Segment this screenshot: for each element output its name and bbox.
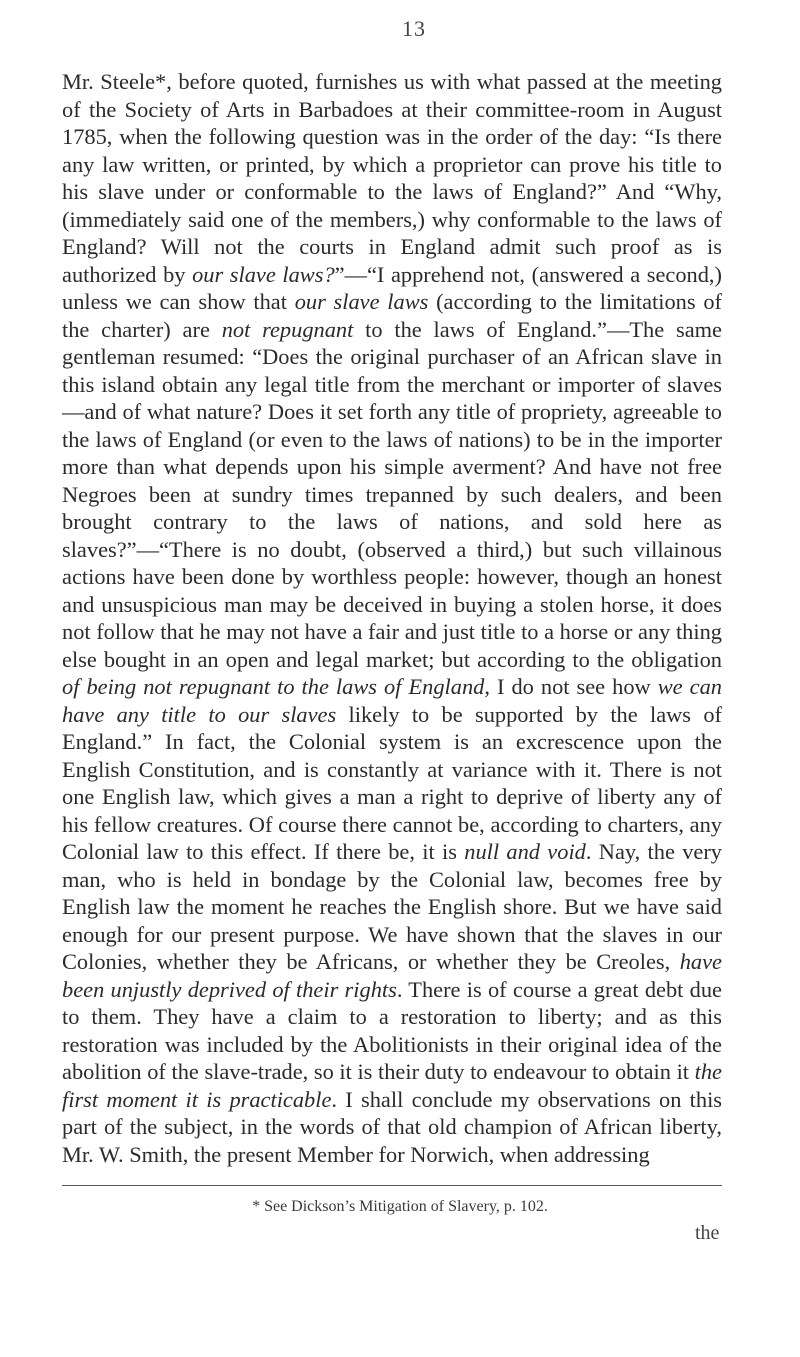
text-run: , I do not see how (484, 674, 658, 699)
footnote: * See Dickson’s Mitigation of Slavery, p. 102. (252, 1198, 548, 1215)
text-run: to the laws of England.”—The same gentleman resumed: “Does the original purchaser of an African slave in this island obtain any legal title from the merchant or importer of slaves—and of what nature? Does it set forth any title of propriety, agreeable to the laws of England (or even to the laws of nations) to be in the importer more than what depends upon his simple averment? And have not free Negroes been at sundry times trepanned by such dealers, and been brought contrary to the laws of nations, and sold here as slaves?”—“There is no doubt, (observed a third,) but such villainous actions have been done by worthless people: however, though an honest and unsuspicious man may be deceived in buying a stolen horse, it does not follow that he may not have a fair and just title to a horse or any thing else bought in an open and legal market; but according to the obligation (62, 316, 722, 672)
italic-run: we can have any title to our slaves (62, 674, 722, 727)
footnote-divider (62, 1185, 722, 1186)
italic-run: the first moment it is practicable (62, 1059, 722, 1112)
page-number: 13 (402, 16, 426, 41)
text-run: . There is of course a great debt due to them. They have a claim to a restoration to liberty; and as this restoration was included by the Abolitionists in their original idea of the abolition of the slave-trade, so it is their duty to endeavour to obtain it (62, 976, 722, 1084)
catchword: the (695, 1222, 720, 1244)
italic-run: have been unjustly deprived of their rights (62, 949, 722, 1002)
text-run: . Nay, the very man, who is held in bondage by the Colonial law, becomes free by English law the moment he reaches the English shore. But we have said enough for our present purpose. We have shown that the slaves in our Colonies, whether they be Africans, or whether they be Creoles, (62, 839, 722, 974)
italic-run: null and void (464, 839, 586, 864)
paragraph-text (62, 68, 722, 1168)
text-run: . I shall conclude my observations on this part of the subject, in the words of that old champion of African liberty, Mr. W. Smith, the present Member for Norwich, when addressing (62, 1086, 723, 1167)
text-run: Mr. Steele*, before quoted, furnishes us with what passed at the meeting of the Society of Arts in Barbadoes at their committee-room in August 1785, when the following question was in the order of the day: “Is there any law written, or printed, by which a proprietor can prove his title to his slave under or conformable to the laws of England?” And “Why, (immediately said one of the members,) why conformable to the laws of England? Will not the courts in England admit such proof as is authorized by (62, 69, 722, 287)
text-run: (according to the limitations of the charter) are (62, 289, 722, 342)
body-paragraph (62, 68, 722, 1168)
italic-run: our slave laws? (192, 261, 335, 287)
italic-run: our slave laws (294, 289, 429, 314)
text-run: ”—“I apprehend not, (answered a second,) unless we can show that (62, 261, 722, 314)
text-run: likely to be supported by the laws of England.” In fact, the Colonial system is an excrescence upon the English Constitution, and is constantly at variance with it. There is not one English law, which gives a man a right to deprive of liberty any of his fellow creatures. Of course there cannot be, according to charters, any Colonial law to this effect. If there be, it is (62, 701, 722, 864)
italic-run: not repugnant (221, 316, 354, 342)
italic-run: of being not repugnant to the laws of England (62, 674, 485, 699)
